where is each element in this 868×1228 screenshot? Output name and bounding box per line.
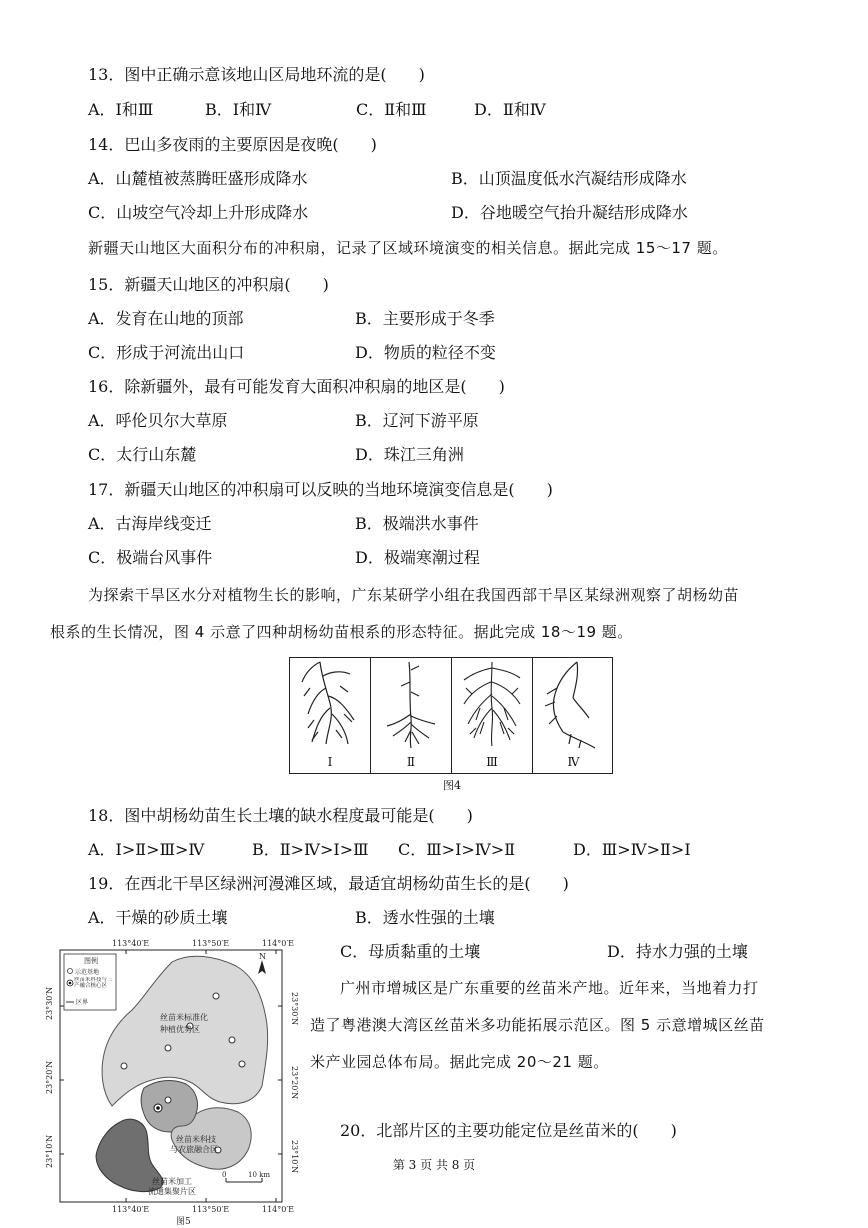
- q14-option-d: D．谷地暖空气抬升凝结形成降水: [451, 203, 688, 222]
- q18-option-b: B．Ⅱ>Ⅳ>Ⅰ>Ⅲ: [252, 840, 369, 859]
- root-label-3: Ⅲ: [486, 755, 498, 769]
- q16-stem: 16．除新疆外，最有可能发育大面积冲积扇的地区是( ): [88, 377, 505, 396]
- demo-base-marker: [239, 1061, 245, 1067]
- demo-base-marker: [229, 1037, 235, 1043]
- q16-option-b: B．辽河下游平原: [355, 411, 479, 430]
- q18-stem: 18．图中胡杨幼苗生长土壤的缺水程度最可能是( ): [88, 806, 473, 825]
- q14-option-b: B．山顶温度低水汽凝结形成降水: [451, 169, 687, 188]
- q19-option-c: C．母质黏重的土壤: [340, 942, 481, 961]
- root-drawing-3: [452, 658, 532, 753]
- lat-right-2: 23°20′N: [290, 1066, 299, 1100]
- intro-20-21-line2: 造了粤港澳大湾区丝苗米多功能拓展示范区。图 5 示意增城区丝苗: [310, 1016, 765, 1034]
- q18-option-d: D．Ⅲ>Ⅳ>Ⅱ>Ⅰ: [573, 840, 691, 859]
- lat-right-1: 23°30′N: [290, 992, 299, 1026]
- q15-option-d: D．物质的粒径不变: [355, 343, 496, 362]
- q13-option-b: B．Ⅰ和Ⅳ: [205, 100, 272, 119]
- lat-left-2: 23°20′N: [45, 1060, 54, 1094]
- intro-20-21-line3: 米产业园总体布局。据此完成 20～21 题。: [310, 1053, 609, 1071]
- q14-stem: 14．巴山多夜雨的主要原因是夜晚( ): [88, 135, 377, 154]
- lon-top-3: 114°0′E: [262, 939, 295, 948]
- demo-base-marker: [213, 993, 219, 999]
- q18-option-c: C．Ⅲ>Ⅰ>Ⅳ>Ⅱ: [398, 840, 516, 859]
- lat-right-3: 23°10′N: [290, 1140, 299, 1174]
- svg-text:N: N: [259, 952, 266, 961]
- q19-option-d: D．持水力强的土壤: [607, 942, 748, 961]
- lon-bottom-1: 113°40′E: [112, 1205, 150, 1214]
- west-zone-label-1: 丝苗米加工: [152, 1177, 192, 1186]
- q14-option-a: A．山麓植被蒸腾旺盛形成降水: [88, 169, 308, 188]
- root-drawing-1: [290, 658, 370, 753]
- figure-4-root-systems: [289, 657, 613, 774]
- figure-4-caption: 图4: [443, 779, 461, 792]
- intro-20-21-line1: 广州市增城区是广东重要的丝苗米产地。近年来，当地着力打: [340, 979, 759, 997]
- q13-option-c: C．Ⅱ和Ⅲ: [356, 100, 427, 119]
- legend-title: 图例: [84, 957, 98, 965]
- svg-text:0: 0: [222, 1171, 227, 1179]
- figure-5-map: [40, 936, 330, 1226]
- root-panel-2: [371, 658, 452, 773]
- core-area-marker: [154, 1104, 162, 1112]
- root-drawing-2: [371, 658, 451, 753]
- intro-18-19-line1: 为探索干旱区水分对植物生长的影响，广东某研学小组在我国西部干旱区某绿洲观察了胡杨幼苗: [88, 586, 740, 604]
- root-label-2: Ⅱ: [406, 755, 416, 769]
- q13-option-a: A．Ⅰ和Ⅲ: [88, 100, 154, 119]
- west-zone-label-2: 流通集聚片区: [148, 1187, 196, 1196]
- q15-option-c: C．形成于河流出山口: [88, 343, 245, 362]
- q13-option-d: D．Ⅱ和Ⅳ: [474, 100, 546, 119]
- demo-base-marker: [165, 1045, 171, 1051]
- demo-base-marker: [121, 1063, 127, 1069]
- q19-option-b: B．透水性强的土壤: [355, 908, 495, 927]
- q14-option-c: C．山坡空气冷却上升形成降水: [88, 203, 309, 222]
- north-zone-label-2: 种植优势区: [160, 1025, 200, 1034]
- east-zone-label-1: 丝苗米科技: [176, 1135, 216, 1144]
- q17-option-d: D．极端寒潮过程: [355, 548, 480, 567]
- north-zone-label-1: 丝苗米标准化: [160, 1013, 208, 1022]
- intro-15-17: 新疆天山地区大面积分布的冲积扇，记录了区域环境演变的相关信息。据此完成 15～17 题。: [88, 239, 728, 257]
- q15-option-b: B．主要形成于冬季: [355, 309, 495, 328]
- lon-bottom-3: 114°0′E: [262, 1205, 295, 1214]
- q15-option-a: A．发育在山地的顶部: [88, 309, 244, 328]
- legend-core-area: 丝苗米科技与三产融合核心区: [74, 977, 113, 989]
- figure-5-caption: 图5: [176, 1217, 191, 1226]
- root-panel-1: [290, 658, 371, 773]
- root-panel-3: [452, 658, 533, 773]
- q17-option-c: C．极端台风事件: [88, 548, 213, 567]
- q19-stem: 19．在西北干旱区绿洲河漫滩区域，最适宜胡杨幼苗生长的是( ): [88, 874, 569, 893]
- intro-18-19-line2: 根系的生长情况，图 4 示意了四种胡杨幼苗根系的形态特征。据此完成 18～19 题。: [50, 623, 633, 641]
- lon-bottom-2: 113°50′E: [192, 1205, 230, 1214]
- root-panel-4: [533, 658, 614, 773]
- q15-stem: 15．新疆天山地区的冲积扇( ): [88, 275, 329, 294]
- demo-base-marker: [165, 1097, 171, 1103]
- lon-top-2: 113°50′E: [192, 939, 230, 948]
- legend-boundary: 区界: [76, 999, 89, 1006]
- q16-option-a: A．呼伦贝尔大草原: [88, 411, 228, 430]
- q16-option-d: D．珠江三角洲: [355, 445, 464, 464]
- q18-option-a: A．Ⅰ>Ⅱ>Ⅲ>Ⅳ: [88, 840, 205, 859]
- svg-text:10 km: 10 km: [248, 1171, 271, 1179]
- lat-left-3: 23°10′N: [45, 1134, 54, 1168]
- root-label-1: Ⅰ: [327, 755, 333, 769]
- q19-option-a: A．干燥的砂质土壤: [88, 908, 228, 927]
- east-zone-label-2: 与农旅融合区: [170, 1145, 218, 1154]
- q16-option-c: C．太行山东麓: [88, 445, 197, 464]
- page-footer: 第 3 页 共 8 页: [392, 1158, 476, 1172]
- q13-stem: 13．图中正确示意该地山区局地环流的是( ): [88, 65, 425, 84]
- root-label-4: Ⅳ: [567, 755, 580, 769]
- q17-stem: 17．新疆天山地区的冲积扇可以反映的当地环境演变信息是( ): [88, 480, 553, 499]
- root-drawing-4: [533, 658, 613, 753]
- q20-stem: 20．北部片区的主要功能定位是丝苗米的( ): [340, 1121, 677, 1140]
- lon-top-1: 113°40′E: [112, 939, 150, 948]
- q17-option-a: A．古海岸线变迁: [88, 514, 212, 533]
- lat-left-1: 23°30′N: [45, 986, 54, 1020]
- q17-option-b: B．极端洪水事件: [355, 514, 479, 533]
- legend-demo-base: 示范基地: [75, 969, 100, 976]
